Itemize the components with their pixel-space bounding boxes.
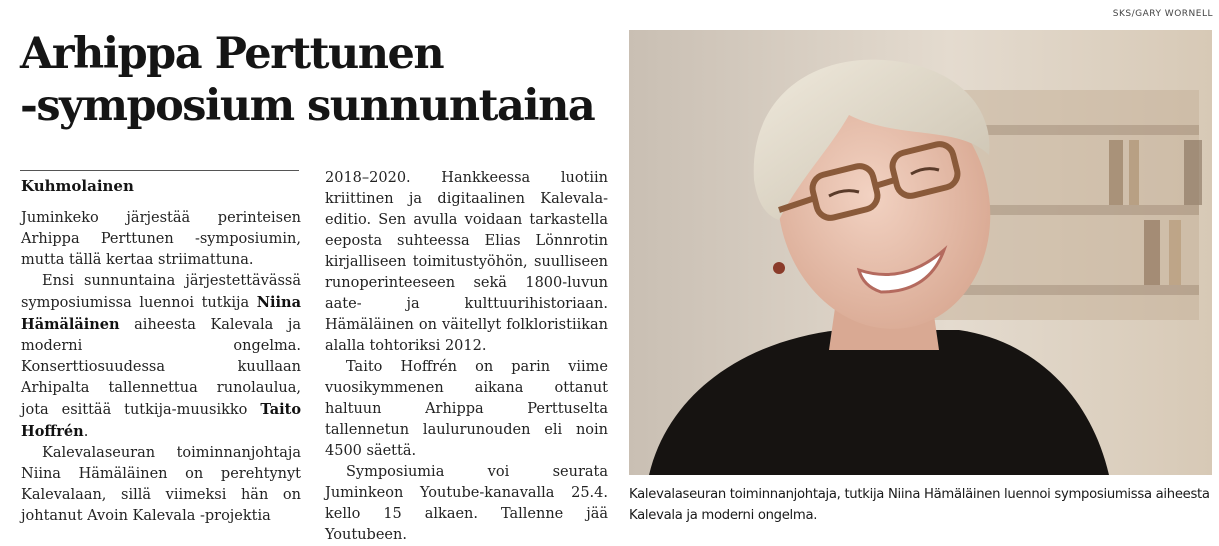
paragraph-6: Symposiumia voi seurata Juminkeon Youtube-kanavalla 25.4. kello 15 alkaen. Tallenne jää Youtubeen. bbox=[325, 464, 608, 543]
paragraph-2-text-a: Ensi sunnuntaina järjestettävässä symposiumissa luennoi tutkija bbox=[21, 273, 301, 311]
headline-line-1: Arhippa Perttunen bbox=[20, 29, 444, 79]
photo-caption: Kalevalaseuran toiminnanjohtaja, tutkija Niina Hämäläinen luennoi symposiumissa aiheesta Kalevala ja moderni ongelma. bbox=[629, 487, 1210, 523]
paragraph-2 bbox=[21, 271, 301, 443]
paragraph-3: Kalevalaseuran toiminnanjohtaja Niina Hämäläinen on perehtynyt Kalevalaan, sillä viimeksi hän on johtanut Avoin Kalevala -projektia bbox=[21, 445, 301, 524]
portrait-illustration bbox=[629, 30, 1212, 475]
photo-credit: SKS/GARY WORNELL bbox=[1112, 9, 1213, 19]
portrait-photo bbox=[629, 30, 1212, 475]
person-name-taito: Taito Hoffrén bbox=[21, 401, 301, 440]
paragraph-2-text-b: aiheesta Kalevala ja moderni ongelma. Konserttiosuudessa kuullaan Arhipalta tallennettua runolaulua, jota esittää tutkija-muusikko bbox=[21, 317, 301, 418]
headline-line-2: -symposium sunnuntaina bbox=[20, 81, 595, 131]
person-name-niina: Niina Hämäläinen bbox=[21, 294, 301, 333]
paragraph-4: 2018–2020. Hankkeessa luotiin kriittinen ja digitaalinen Kalevala-editio. Sen avulla voidaan tarkastella eeposta suhteessa Elias Lönnrotin kirjalliseen toimitustyöhön, suulliseen runoperinteeseen sekä 1800-luvun aate- ja kulttuurihistoriaan. Hämäläinen on väitellyt folkloristiikan alalla tohtoriksi 2012. bbox=[325, 170, 608, 354]
headline bbox=[20, 28, 620, 132]
paragraph-5: Taito Hoffrén on parin viime vuosikymmenen aikana ottanut haltuun Arhippa Perttuselta tallennetun laulurunouden eli noin 4500 säettä. bbox=[325, 359, 608, 459]
byline-rule bbox=[20, 170, 299, 171]
paragraph-2-text-c: . bbox=[83, 424, 89, 440]
byline: Kuhmolainen bbox=[21, 177, 134, 195]
paragraph-1: Juminkeko järjestää perinteisen Arhippa Perttunen -symposiumin, mutta tällä kertaa striimattuna. bbox=[21, 210, 301, 268]
article-column-1 bbox=[21, 208, 301, 527]
article-column-2 bbox=[325, 168, 608, 546]
